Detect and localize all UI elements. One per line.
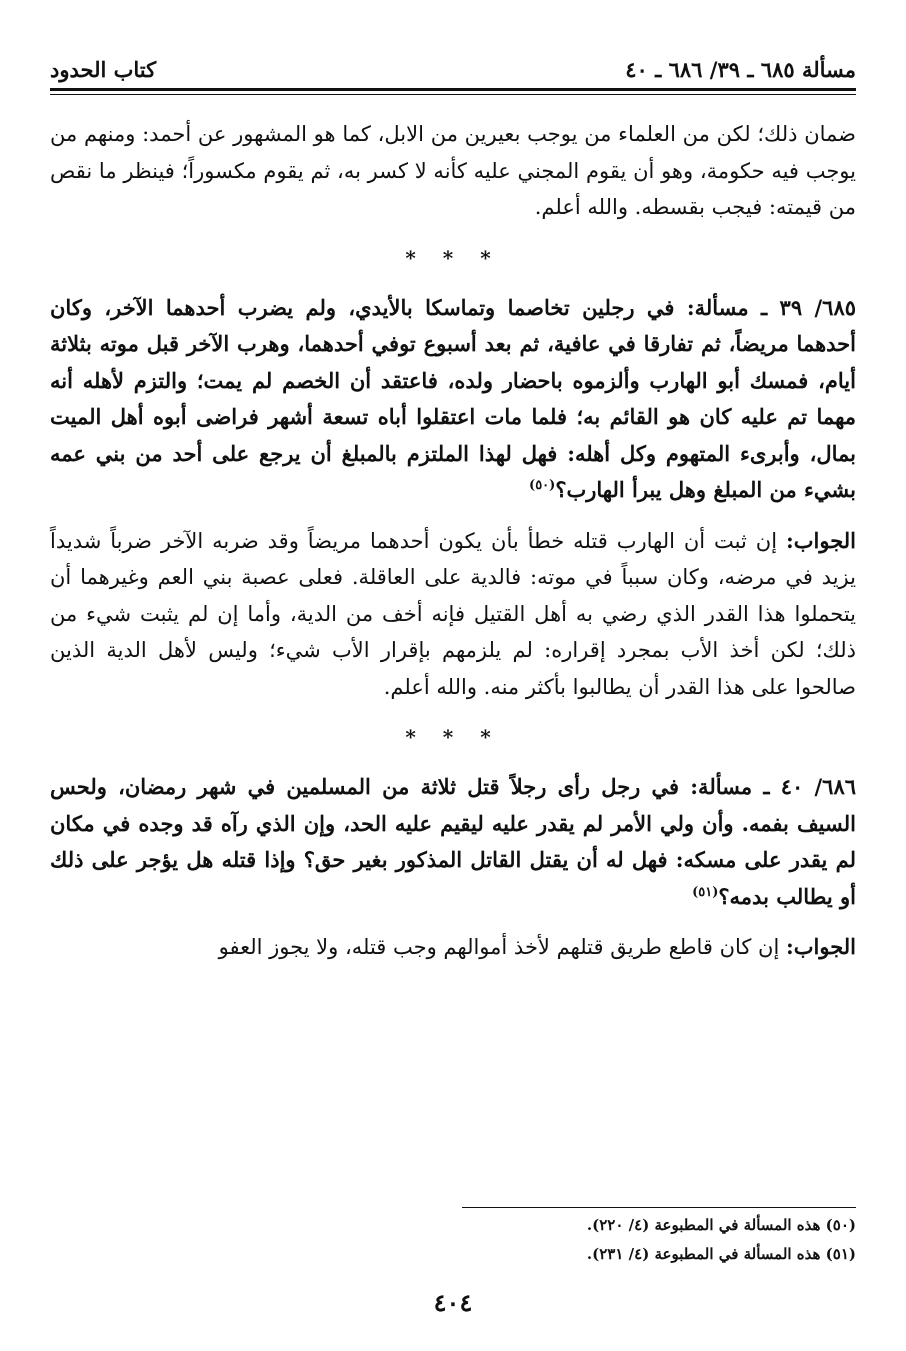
answer-686-text: إن كان قاطع طريق قتلهم لأخذ أموالهم وجب قتله، ولا يجوز العفو xyxy=(218,935,786,959)
section-separator: * * * xyxy=(405,245,501,270)
header-rule-thick xyxy=(50,88,856,91)
footnote-ref-51: (٥١) xyxy=(692,884,719,900)
answer-685-lead: الجواب: xyxy=(786,527,856,553)
question-685 xyxy=(50,290,856,509)
footnote-50: (٥٠) هذه المسألة في المطبوعة (٤/ ٢٢٠). xyxy=(586,1216,856,1234)
running-header xyxy=(50,52,856,86)
question-685-text: ٦٨٥/ ٣٩ ـ مسألة: في رجلين تخاصما وتماسكا بالأيدي، ولم يضرب أحدهما الآخر، وكان أحدهما مريضاً، ثم تفارقا في عافية، ثم بعد أسبوع توفي أحدهما، وهرب الآخر قبل موته بثلاثة أيام، فمسك أبو الهارب وألزموه باحضار ولده، فاعتقد أن الخصم لم يمت؛ والتزم لأهله أنه مهما تم عليه كان هو القائم به؛ فلما مات اعتقلوا أباه تسعة أشهر فراضى أبوه أهل الميت بمال، وأبرىء المتهوم وكل أهله: فهل لهذا الملتزم بالمبلغ أن يرجع على أحد من بني عمه بشيء من المبلغ وهل يبرأ الهارب؟ xyxy=(50,294,857,502)
page-body xyxy=(50,116,856,966)
footnote-ref-50: (٥٠) xyxy=(529,478,556,493)
header-issue-range: مسألة ٦٨٥ ـ ٣٩/ ٦٨٦ ـ ٤٠ xyxy=(625,56,856,82)
book-page xyxy=(50,0,856,1351)
answer-685-text: إن ثبت أن الهارب قتله خطأ بأن يكون أحدهما مريضاً وقد ضربه الآخر ضرباً شديداً يزيد في مرضه، وكان سبباً في موته: فالدية على العاقلة. فعلى عصبة بني العم وغيرهما أن يتحملوا هذا القدر الذي رضي به أهل القتيل فإنه أخف من الدية، وأما إن لم يثبت شيء من ذلك؛ لكن أخذ الأب بمجرد إقراره: لم يلزمهم بإقرار الأب شيء؛ وليس لأهل الدية الذين صالحوا على هذا القدر أن يطالبوا بأكثر منه. والله أعلم. xyxy=(50,528,856,699)
answer-686-lead: الجواب: xyxy=(786,934,856,959)
section-separator-2: * * * xyxy=(405,725,501,749)
header-book-title: كتاب الحدود xyxy=(50,56,157,82)
question-686-text: ٦٨٦/ ٤٠ ـ مسألة: في رجل رأى رجلاً قتل ثلاثة من المسلمين في شهر رمضان، ولحس السيف بفمه. وأن ولي الأمر لم يقدر عليه ليقيم عليه الحد، وإن الذي رآه قد وجده في مكان لم يقدر على مسكه: فهل له أن يقتل القاتل المذكور بغير حق؟ وإذا قتله هل يؤجر على ذلك أو يطالب بدمه؟ xyxy=(50,774,857,909)
answer-685 xyxy=(50,523,856,706)
footnote-rule xyxy=(462,1207,856,1208)
footnotes xyxy=(50,1211,856,1269)
question-686 xyxy=(50,769,856,915)
header-rule-thin xyxy=(50,94,856,95)
page-number: ٤٠٤ xyxy=(433,1288,473,1317)
answer-686 xyxy=(50,929,856,966)
footnote-51: (٥١) هذه المسألة في المطبوعة (٤/ ٢٣١). xyxy=(586,1245,856,1263)
continuation-paragraph: ضمان ذلك؛ لكن من العلماء من يوجب بعيرين من الابل، كما هو المشهور عن أحمد: ومنهم من يوجب فيه حكومة، وهو أن يقوم المجني عليه كأنه لا كسر به، ثم يقوم مكسوراً؛ فينظر ما نقص من قيمته: فيجب بقسطه. والله أعلم. xyxy=(50,122,856,219)
